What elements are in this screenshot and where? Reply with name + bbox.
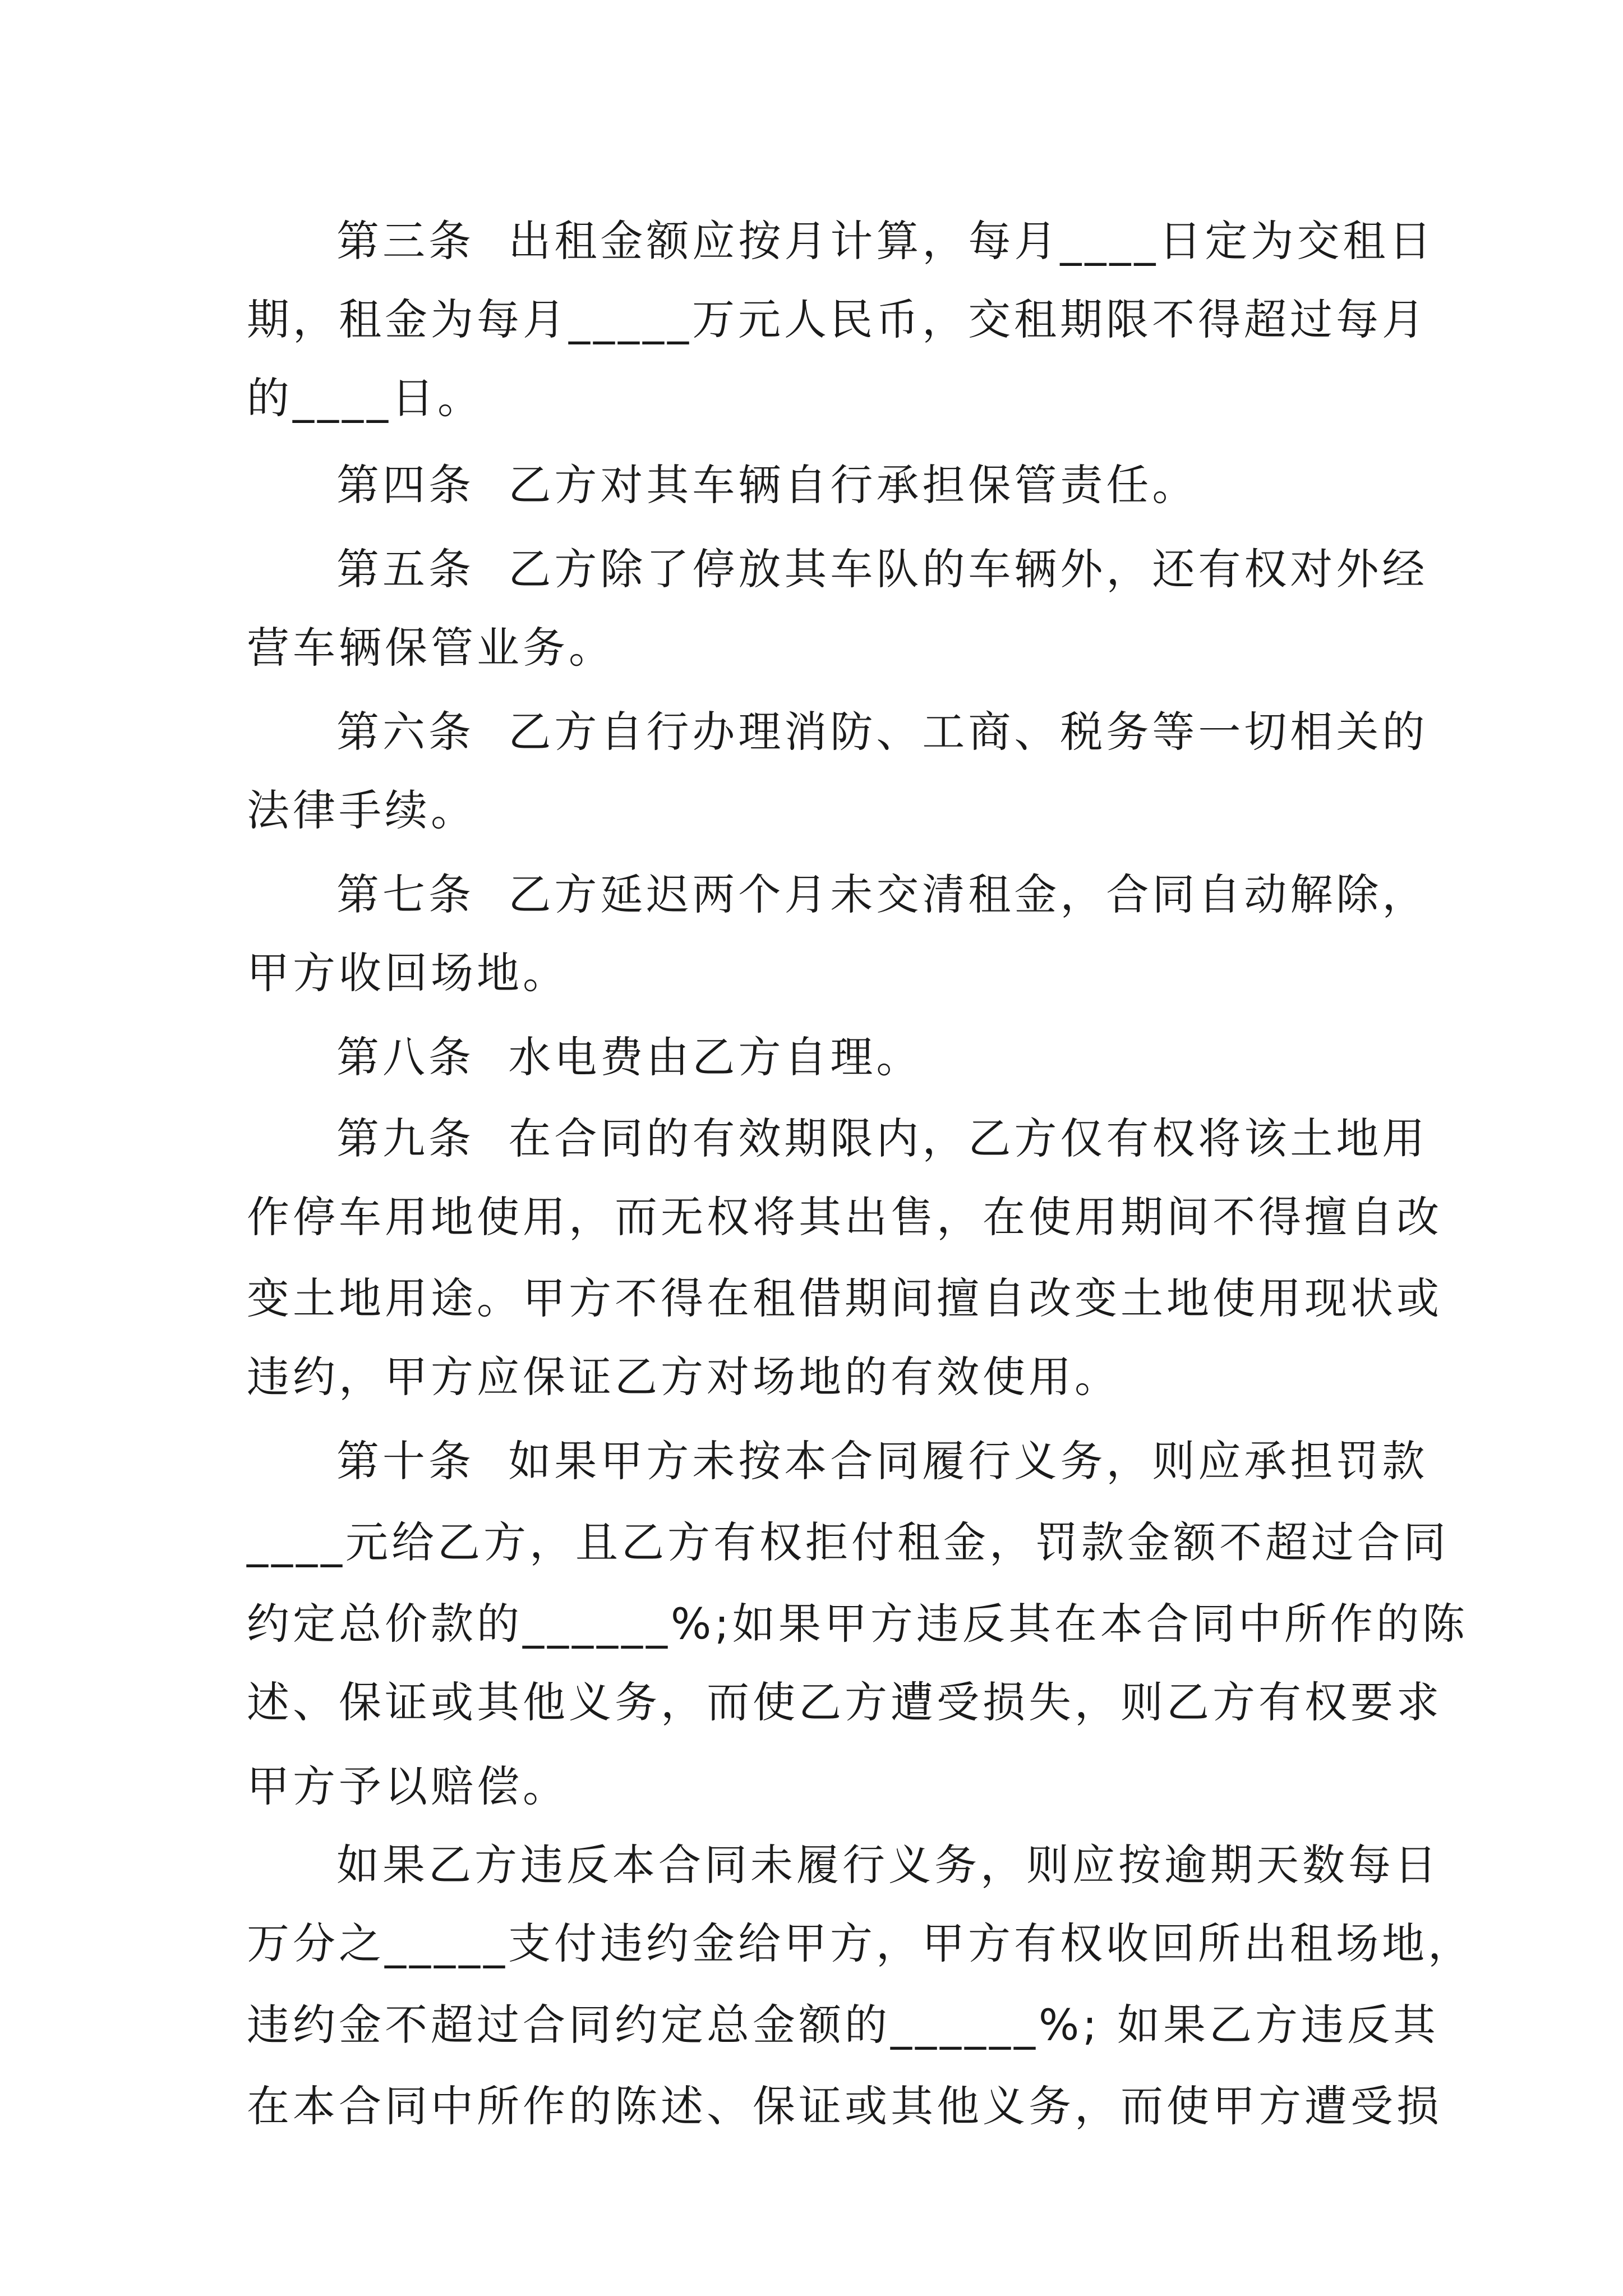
article-6-line-1: 第六条 乙方自行办理消防、工商、税务等一切相关的 (336, 707, 1428, 757)
article-6-line-2: 法律手续。 (247, 785, 477, 835)
article-10-line-5: 甲方予以赔偿。 (247, 1761, 569, 1811)
article-7-line-2: 甲方收回场地。 (247, 948, 569, 998)
breach-clause-line-1: 如果乙方违反本合同未履行义务，则应按逾期天数每日 (336, 1840, 1440, 1890)
article-10-line-3: 约定总价款的______%;如果甲方违反其在本合同中所作的陈 (247, 1599, 1468, 1649)
article-7-line-1: 第七条 乙方延迟两个月未交清租金，合同自动解除， (336, 869, 1428, 919)
article-3-line-1: 第三条 出租金额应按月计算，每月____日定为交租日 (336, 216, 1435, 266)
article-10-line-1: 第十条 如果甲方未按本合同履行义务，则应承担罚款 (336, 1436, 1428, 1486)
article-8-line-1: 第八条 水电费由乙方自理。 (336, 1032, 923, 1082)
article-4-line-1: 第四条 乙方对其车辆自行承担保管责任。 (336, 460, 1198, 510)
article-5-line-1: 第五条 乙方除了停放其车队的车辆外，还有权对外经 (336, 544, 1428, 594)
article-9-line-4: 违约，甲方应保证乙方对场地的有效使用。 (247, 1352, 1121, 1402)
article-5-line-2: 营车辆保管业务。 (247, 623, 615, 673)
breach-clause-line-2: 万分之_____支付违约金给甲方，甲方有权收回所出租场地， (247, 1918, 1474, 1968)
article-10-line-2: ____元给乙方，且乙方有权拒付租金，罚款金额不超过合同 (247, 1517, 1449, 1567)
article-9-line-3: 变土地用途。甲方不得在租借期间擅自改变土地使用现状或 (247, 1273, 1442, 1323)
article-3-line-2: 期，租金为每月_____万元人民币，交租期限不得超过每月 (247, 295, 1428, 344)
breach-clause-line-4: 在本合同中所作的陈述、保证或其他义务，而使甲方遭受损 (247, 2081, 1442, 2131)
article-10-line-4: 述、保证或其他义务，而使乙方遭受损失，则乙方有权要求 (247, 1677, 1442, 1727)
breach-clause-line-3: 违约金不超过合同约定总金额的______%; 如果乙方违反其 (247, 2000, 1439, 2050)
article-3-line-3: 的____日。 (247, 373, 483, 423)
article-9-line-1: 第九条 在合同的有效期限内，乙方仅有权将该土地用 (336, 1114, 1428, 1163)
article-9-line-2: 作停车用地使用，而无权将其出售，在使用期间不得擅自改 (247, 1192, 1442, 1242)
